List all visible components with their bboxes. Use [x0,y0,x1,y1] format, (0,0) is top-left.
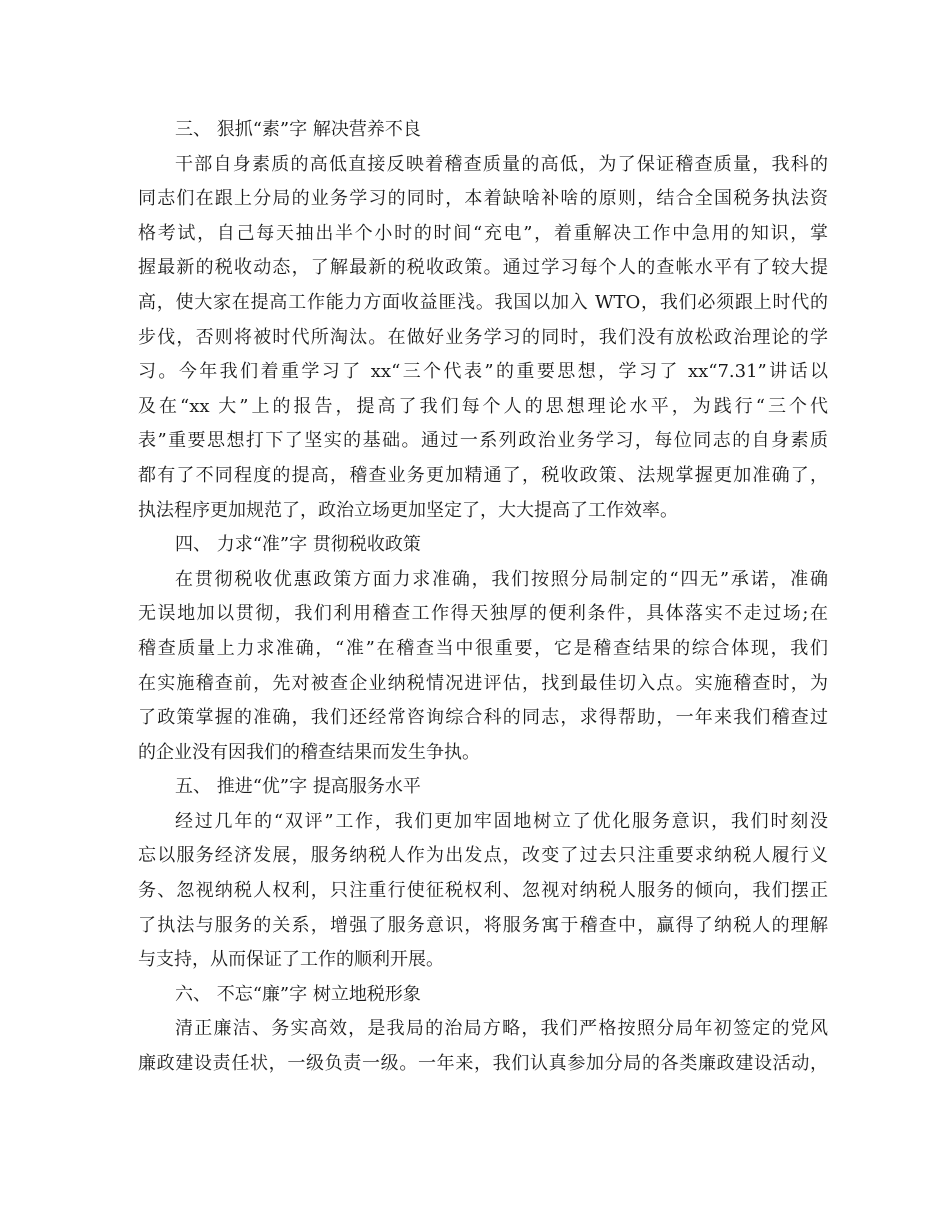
paragraph-line: 格考试，自己每天抽出半个小时的时间“充电”，着重解决工作中急用的知识，掌 [138,222,828,244]
paragraph-line: 稽查质量上力求准确，“准”在稽查当中很重要，它是稽查结果的综合体现，我们 [138,637,828,659]
paragraph-line: 干部自身素质的高低直接反映着稽查质量的高低，为了保证稽查质量，我科的 [175,153,828,175]
paragraph-line: 了执法与服务的关系，增强了服务意识，将服务寓于稽查中，赢得了纳税人的理解 [138,914,828,936]
paragraph-line: 高，使大家在提高工作能力方面收益匪浅。我国以加入 WTO，我们必须跟上时代的 [138,291,828,313]
paragraph-line: 在贯彻税收优惠政策方面力求准确，我们按照分局制定的“四无”承诺，准确 [175,568,828,590]
paragraph-line: 廉政建设责任状，一级负责一级。一年来，我们认真参加分局的各类廉政建设活动， [138,1053,828,1075]
paragraph-line: 无误地加以贯彻，我们利用稽查工作得天独厚的便利条件，具体落实不走过场;在 [138,603,828,625]
paragraph-line: 在实施稽查前，先对被查企业纳税情况进评估，找到最佳切入点。实施稽查时，为 [138,672,828,694]
paragraph-line: 的企业没有因我们的稽查结果而发生争执。 [138,741,480,763]
paragraph-line: 及在“xx 大”上的报告，提高了我们每个人的思想理论水平，为践行“三个代 [138,395,828,417]
paragraph-line: 务、忽视纳税人权利，只注重行使征税权利、忽视对纳税人服务的倾向，我们摆正 [138,880,828,902]
paragraph-line: 执法程序更加规范了，政治立场更加坚定了，大大提高了工作效率。 [138,499,678,521]
paragraph-line: 忘以服务经济发展，服务纳税人作为出发点，改变了过去只注重要求纳税人履行义 [138,845,828,867]
paragraph-line: 握最新的税收动态，了解最新的税收政策。通过学习每个人的查帐水平有了较大提 [138,257,828,279]
paragraph-line: 表”重要思想打下了坚实的基础。通过一系列政治业务学习，每位同志的自身素质 [138,430,828,452]
section-heading-4: 四、 力求“准”字 贯彻税收政策 [175,534,421,556]
paragraph-line: 清正廉洁、务实高效，是我局的治局方略，我们严格按照分局年初签定的党风 [175,1018,828,1040]
paragraph-line: 与支持，从而保证了工作的顺利开展。 [138,949,444,971]
section-heading-6: 六、 不忘“廉”字 树立地税形象 [175,983,421,1005]
paragraph-line: 都有了不同程度的提高，稽查业务更加精通了，税收政策、法规掌握更加准确了， [138,464,828,486]
paragraph-line: 同志们在跟上分局的业务学习的同时，本着缺啥补啥的原则，结合全国税务执法资 [138,188,828,210]
paragraph-line: 步伐，否则将被时代所淘汰。在做好业务学习的同时，我们没有放松政治理论的学 [138,326,828,348]
paragraph-line: 经过几年的“双评”工作，我们更加牢固地树立了优化服务意识，我们时刻没 [175,810,828,832]
paragraph-line: 了政策掌握的准确，我们还经常咨询综合科的同志，求得帮助，一年来我们稽查过 [138,707,828,729]
document-body [138,113,828,1082]
section-heading-3: 三、 狠抓“素”字 解决营养不良 [175,119,421,140]
section-heading-5: 五、 推进“优”字 提高服务水平 [175,776,421,798]
paragraph-line: 习。今年我们着重学习了 xx“三个代表”的重要思想，学习了 xx“7.31”讲话以 [138,361,828,383]
